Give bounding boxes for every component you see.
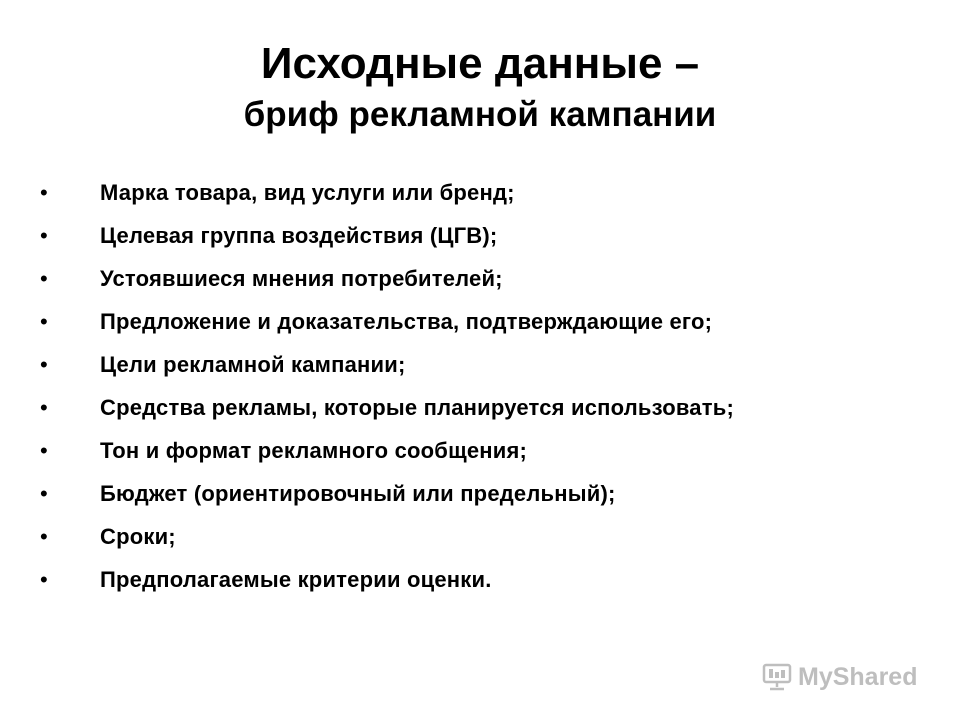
bullet-list xyxy=(40,182,930,612)
bullet-glyph: • xyxy=(40,481,48,506)
list-item xyxy=(40,483,930,504)
list-item xyxy=(40,569,930,590)
list-item-text: Целевая группа воздействия (ЦГВ); xyxy=(100,223,498,248)
watermark-text: MyShared xyxy=(798,663,918,691)
bullet-glyph: • xyxy=(40,309,48,334)
list-item-text: Устоявшиеся мнения потребителей; xyxy=(100,266,503,291)
watermark-wordmark xyxy=(798,662,924,692)
list-item xyxy=(40,268,930,289)
list-item xyxy=(40,354,930,375)
presentation-screen-icon xyxy=(762,662,792,692)
bullet-glyph: • xyxy=(40,524,48,549)
list-item-text: Средства рекламы, которые планируется использовать; xyxy=(100,395,734,420)
list-item xyxy=(40,311,930,332)
list-item-text: Предполагаемые критерии оценки. xyxy=(100,567,492,592)
bullet-glyph: • xyxy=(40,223,48,248)
watermark-logo xyxy=(762,660,924,694)
list-item-text: Тон и формат рекламного сообщения; xyxy=(100,438,528,463)
list-item xyxy=(40,440,930,461)
list-item xyxy=(40,182,930,203)
bullet-glyph: • xyxy=(40,266,48,291)
list-item-text: Сроки; xyxy=(100,524,176,549)
title-line-1: Исходные данные – xyxy=(260,39,700,88)
slide-title xyxy=(0,36,960,138)
list-item xyxy=(40,397,760,418)
bullet-glyph: • xyxy=(40,352,48,377)
list-item xyxy=(40,225,930,246)
list-item-text: Марка товара, вид услуги или бренд; xyxy=(100,180,515,205)
title-line-2: бриф рекламной кампании xyxy=(243,95,717,134)
list-item-text: Бюджет (ориентировочный или предельный); xyxy=(100,481,616,506)
bullet-glyph: • xyxy=(40,180,48,205)
bullet-glyph: • xyxy=(40,395,48,420)
bullet-glyph: • xyxy=(40,438,48,463)
list-item xyxy=(40,526,930,547)
list-item-text: Предложение и доказательства, подтверждающие его; xyxy=(100,309,713,334)
list-item-text: Цели рекламной кампании; xyxy=(100,352,406,377)
bullet-glyph: • xyxy=(40,567,48,592)
